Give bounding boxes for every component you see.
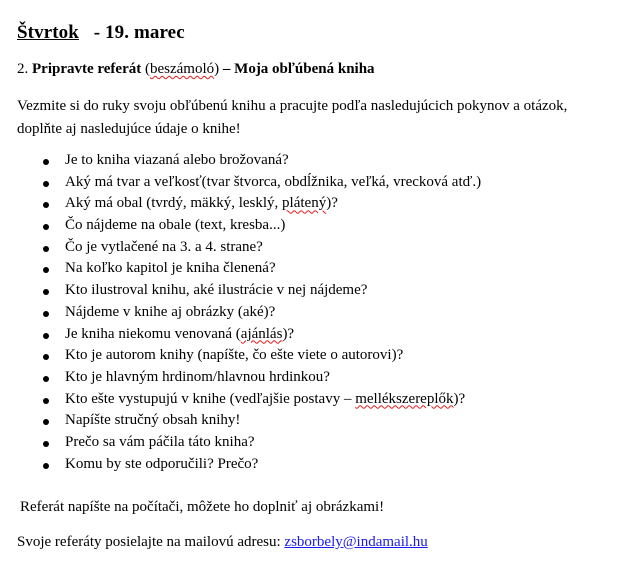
contact-line bbox=[17, 534, 428, 551]
list-item bbox=[0, 172, 481, 194]
question-text-end: )? bbox=[326, 195, 338, 212]
list-item bbox=[0, 302, 481, 324]
list-item bbox=[0, 237, 481, 259]
bullet-icon bbox=[43, 311, 49, 317]
bullet-icon bbox=[43, 159, 49, 165]
question-text: Napíšte stručný obsah knihy! bbox=[65, 412, 241, 429]
intro-line-1: Vezmite si do ruky svoju obľúbenú knihu a pracujte podľa nasledujúcich pokynov a otázok, bbox=[17, 98, 568, 114]
list-item bbox=[0, 410, 481, 432]
question-text: Kto je hlavným hrdinom/hlavnou hrdinkou? bbox=[65, 368, 330, 385]
bullet-icon bbox=[43, 181, 49, 187]
hungarian-term: mellékszereplők bbox=[355, 390, 454, 407]
email-link[interactable]: zsborbely@indamail.hu bbox=[284, 534, 428, 550]
date-label: - 19. marec bbox=[93, 22, 185, 43]
question-text: Je to kniha viazaná alebo brožovaná? bbox=[65, 152, 289, 168]
intro-line-2: doplňte aj nasledujúce údaje o knihe! bbox=[17, 121, 241, 137]
question-text: Je kniha niekomu venovaná ( bbox=[65, 325, 241, 342]
task-subtitle: – Moja obľúbená kniha bbox=[222, 61, 375, 77]
question-text: Čo je vytlačené na 3. a 4. strane? bbox=[65, 238, 263, 255]
bullet-icon bbox=[43, 289, 49, 295]
question-list bbox=[0, 150, 481, 475]
day-heading bbox=[17, 22, 185, 44]
day-name: Štvrtok bbox=[17, 22, 79, 43]
question-text: Na koľko kapitol je kniha členená? bbox=[65, 260, 276, 277]
task-title-bold: Pripravte referát bbox=[32, 61, 142, 77]
bullet-icon bbox=[43, 398, 49, 404]
hungarian-term: plátený bbox=[282, 195, 327, 212]
question-text: Kto ešte vystupujú v knihe (vedľajšie postavy – bbox=[65, 390, 356, 407]
task-title bbox=[17, 61, 375, 78]
question-text: Kto je autorom knihy (napíšte, čo ešte viete o autorovi)? bbox=[65, 347, 404, 364]
question-text-end: )? bbox=[282, 325, 295, 342]
list-item bbox=[0, 280, 481, 302]
bullet-icon bbox=[43, 463, 49, 469]
list-item bbox=[0, 324, 481, 346]
question-text-end: )? bbox=[453, 390, 466, 407]
hungarian-term: beszámoló bbox=[150, 61, 215, 77]
task-number: 2. bbox=[17, 61, 29, 77]
question-text: Aký má tvar a veľkosť(tvar štvorca, obdĺžnika, veľká, vrecková atď.) bbox=[65, 173, 482, 190]
closing-note: Referát napíšte na počítači, môžete ho doplniť aj obrázkami! bbox=[20, 499, 385, 515]
paren-close: ) bbox=[214, 61, 220, 77]
bullet-icon bbox=[43, 202, 49, 208]
list-item bbox=[0, 215, 481, 237]
bullet-icon bbox=[43, 267, 49, 273]
bullet-icon bbox=[43, 419, 49, 425]
list-item bbox=[0, 150, 481, 172]
question-text: Kto ilustroval knihu, aké ilustrácie v nej nájdeme? bbox=[65, 282, 368, 299]
list-item bbox=[0, 389, 481, 411]
list-item bbox=[0, 454, 481, 476]
bullet-icon bbox=[43, 224, 49, 230]
intro-paragraph bbox=[17, 95, 617, 141]
question-text: Čo nájdeme na obale (text, kresba...) bbox=[65, 217, 286, 234]
question-text: Nájdeme v knihe aj obrázky (aké)? bbox=[65, 303, 276, 320]
bullet-icon bbox=[43, 441, 49, 447]
list-item bbox=[0, 367, 481, 389]
bullet-icon bbox=[43, 354, 49, 360]
list-item bbox=[0, 258, 481, 280]
hungarian-term: ajánlás bbox=[240, 325, 283, 342]
list-item bbox=[0, 193, 481, 215]
question-text: Komu by ste odporučili? Prečo? bbox=[65, 455, 259, 472]
question-text: Prečo sa vám páčila táto kniha? bbox=[65, 433, 255, 450]
list-item bbox=[0, 432, 481, 454]
contact-text: Svoje referáty posielajte na mailovú adresu: bbox=[17, 534, 281, 550]
question-text: Aký má obal (tvrdý, mäkký, lesklý, bbox=[65, 195, 283, 212]
bullet-icon bbox=[43, 246, 49, 252]
bullet-icon bbox=[43, 333, 49, 339]
paren-open: ( bbox=[145, 61, 150, 77]
bullet-icon bbox=[43, 376, 49, 382]
list-item bbox=[0, 345, 481, 367]
